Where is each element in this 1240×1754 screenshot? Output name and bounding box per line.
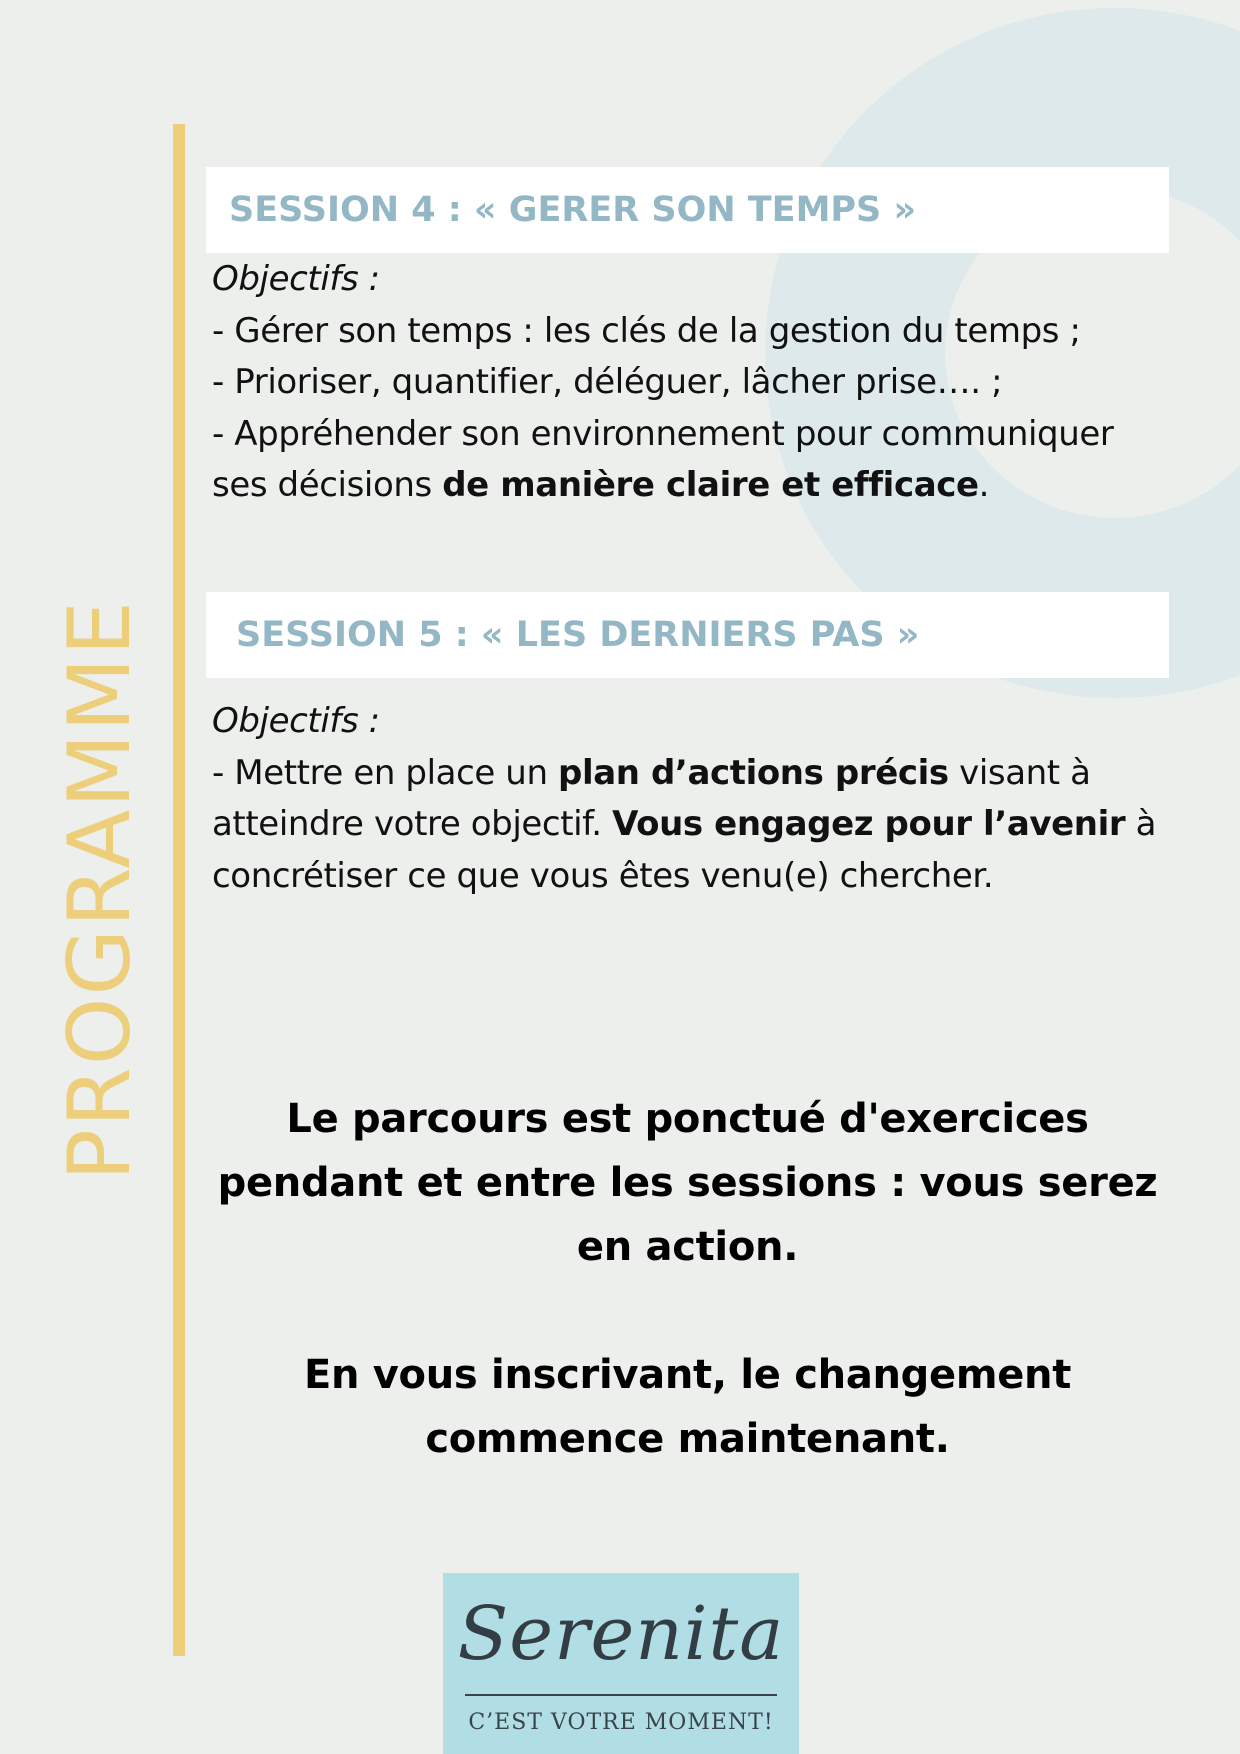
session4-header bbox=[206, 167, 1169, 253]
session4-line4-bold: de manière claire et efficace bbox=[442, 465, 979, 505]
session4-objectives-label: Objectifs : bbox=[212, 259, 380, 299]
closing-p1-line2: pendant et entre les sessions : vous serez bbox=[217, 1160, 1158, 1206]
session5-line2 bbox=[212, 799, 1172, 851]
session5-line1-bold: plan d’actions précis bbox=[558, 752, 949, 793]
session4-line4-suffix: . bbox=[978, 465, 990, 505]
session4-line3: - Appréhender son environnement pour communiquer bbox=[212, 413, 1114, 454]
session5-objectives-label: Objectifs : bbox=[212, 701, 380, 741]
session4-line2: - Prioriser, quantifier, déléguer, lâcher prise…. ; bbox=[212, 362, 1003, 402]
session5-line3: concrétiser ce que vous êtes venu(e) chercher. bbox=[212, 855, 994, 896]
session4-line4 bbox=[212, 460, 1172, 512]
session5-title: SESSION 5 : « LES DERNIERS PAS » bbox=[236, 615, 920, 655]
serenita-logo bbox=[443, 1573, 799, 1754]
session4-line1: - Gérer son temps : les clés de la gestion du temps ; bbox=[212, 310, 1081, 351]
session5-objectives bbox=[212, 696, 1172, 902]
logo-tagline: C’EST VOTRE MOMENT! bbox=[468, 1710, 774, 1735]
programme-vertical-title: PROGRAMME bbox=[50, 599, 150, 1181]
closing-paragraph-2 bbox=[206, 1343, 1169, 1471]
session5-header bbox=[206, 592, 1169, 678]
logo-name: Serenita bbox=[457, 1591, 785, 1677]
closing-paragraph-1 bbox=[206, 1087, 1169, 1279]
closing-p1-line3: en action. bbox=[576, 1224, 799, 1270]
closing-p2-line1: En vous inscrivant, le changement bbox=[303, 1352, 1072, 1398]
session5-line1-suffix: visant à bbox=[948, 752, 1091, 793]
session5-line2-prefix: atteindre votre objectif. bbox=[212, 804, 613, 844]
session5-line2-suffix: à bbox=[1125, 804, 1157, 844]
closing-p1-line1: Le parcours est ponctué d'exercices bbox=[286, 1096, 1089, 1142]
closing-p2-line2: commence maintenant. bbox=[425, 1416, 950, 1462]
session4-objectives bbox=[212, 254, 1172, 512]
logo-divider bbox=[465, 1694, 777, 1696]
session4-title: SESSION 4 : « GERER SON TEMPS » bbox=[229, 190, 917, 230]
session5-line2-bold: Vous engagez pour l’avenir bbox=[612, 804, 1126, 844]
session4-line4-prefix: ses décisions bbox=[212, 465, 443, 505]
session5-line1 bbox=[212, 748, 1172, 800]
session5-line1-prefix: - Mettre en place un bbox=[212, 752, 559, 793]
accent-side-bar bbox=[173, 124, 185, 1656]
